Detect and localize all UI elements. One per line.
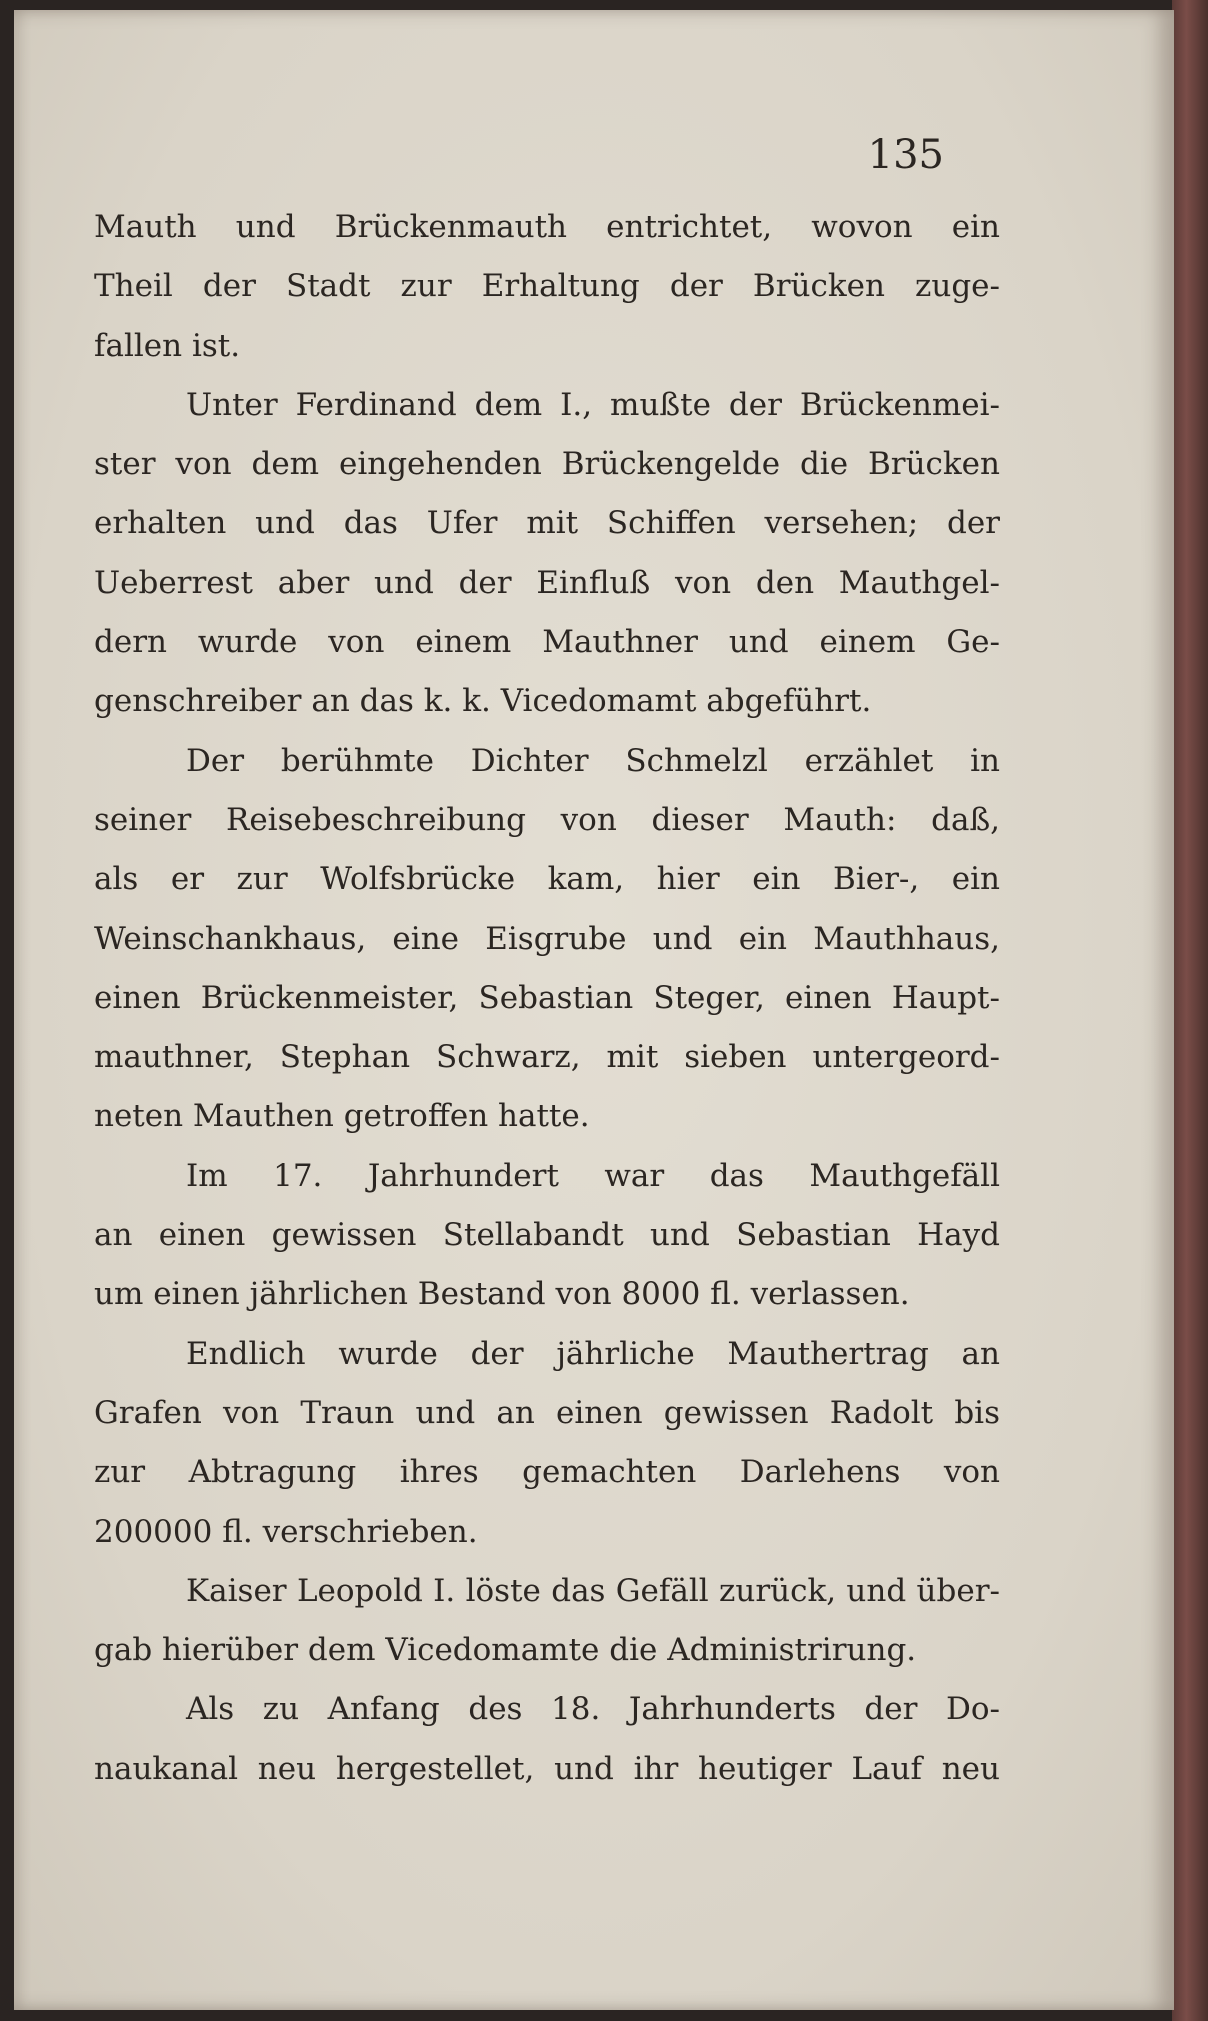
text-line: genschreiber an das k. k. Vicedomamt abgeführt. — [94, 683, 872, 720]
text-line: Kaiser Leopold I. löste das Gefäll zurück, und über- — [186, 1572, 1000, 1609]
text-line: Weinschankhaus, eine Eisgrube und ein Mauthhaus, — [94, 920, 1000, 957]
page-number: 135 — [867, 132, 944, 178]
text-line: 200000 fl. verschrieben. — [94, 1513, 478, 1550]
text-line: einen Brückenmeister, Sebastian Steger, einen Haupt- — [94, 979, 1000, 1016]
paragraph — [94, 198, 1000, 376]
text-line: Endlich wurde der jährliche Mauthertrag an — [186, 1335, 1000, 1372]
paragraph — [94, 1680, 1000, 1799]
text-line: mauthner, Stephan Schwarz, mit sieben untergeord- — [94, 1039, 1000, 1076]
paragraph — [94, 1562, 1000, 1681]
text-line: dern wurde von einem Mauthner und einem Ge- — [94, 624, 1000, 661]
paragraph — [94, 1325, 1000, 1562]
text-line: als er zur Wolfsbrücke kam, hier ein Bier-, ein — [94, 861, 1000, 898]
text-line: Unter Ferdinand dem I., mußte der Brückenmei- — [186, 386, 1000, 423]
text-line: ster von dem eingehenden Brückengelde die Brücken — [94, 446, 1000, 483]
text-line: fallen ist. — [94, 327, 241, 364]
text-line: zur Abtragung ihres gemachten Darlehens von — [94, 1454, 1000, 1491]
text-line: Grafen von Traun und an einen gewissen Radolt bis — [94, 1394, 1000, 1431]
text-line: erhalten und das Ufer mit Schiffen versehen; der — [94, 505, 1000, 542]
text-line: Theil der Stadt zur Erhaltung der Brücken zuge- — [94, 268, 1000, 305]
text-line: Ueberrest aber und der Einfluß von den Mauthgel- — [94, 564, 1000, 601]
book-cover-edge — [1172, 0, 1208, 2021]
text-line: Im 17. Jahrhundert war das Mauthgefäll — [186, 1157, 1000, 1194]
body-text — [94, 198, 1000, 1799]
text-line: naukanal neu hergestellet, und ihr heutiger Lauf neu — [94, 1750, 1000, 1787]
paragraph — [94, 376, 1000, 732]
book-page — [14, 10, 1174, 2010]
paragraph — [94, 1147, 1000, 1325]
text-line: neten Mauthen getroffen hatte. — [94, 1098, 590, 1135]
text-line: an einen gewissen Stellabandt und Sebastian Hayd — [94, 1217, 1000, 1254]
text-line: seiner Reisebeschreibung von dieser Mauth: daß, — [94, 801, 1000, 838]
text-line: um einen jährlichen Bestand von 8000 fl. verlassen. — [94, 1276, 910, 1313]
paragraph — [94, 732, 1000, 1147]
text-line: Als zu Anfang des 18. Jahrhunderts der Do- — [186, 1691, 1000, 1728]
text-line: gab hierüber dem Vicedomamte die Administrirung. — [94, 1632, 917, 1669]
text-line: Der berühmte Dichter Schmelzl erzählet in — [186, 742, 1000, 779]
text-line: Mauth und Brückenmauth entrichtet, wovon ein — [94, 209, 1000, 245]
